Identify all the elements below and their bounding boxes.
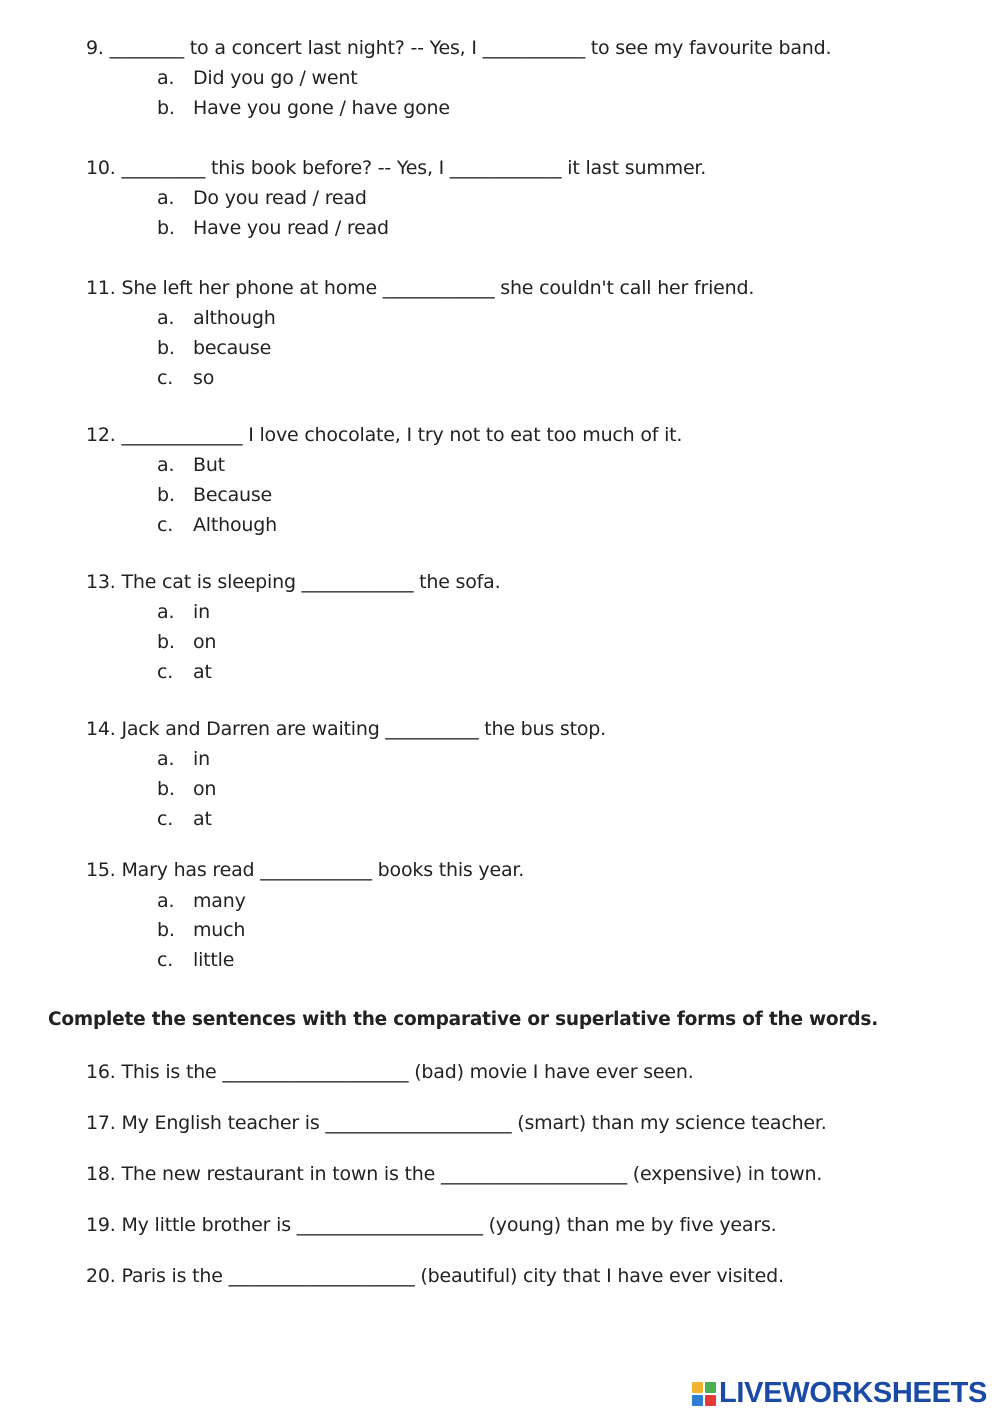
logo-square [692,1382,703,1393]
logo-text: LIVEWORKSHEETS [719,1377,988,1409]
sentence-18[interactable]: 18. The new restaurant in town is the ____________________ (expensive) in town. [86,1163,823,1185]
option-letter: b. [157,919,175,941]
option-letter: b. [157,337,175,359]
question-9: 9. ________ to a concert last night? -- Yes, I ___________ to see my favourite band. [86,37,832,59]
option-12a[interactable] [157,453,225,477]
option-text: in [193,601,210,623]
option-11c[interactable] [157,366,214,390]
logo-square [705,1382,716,1393]
option-letter: c. [157,949,174,971]
question-15: 15. Mary has read ____________ books this year. [86,859,525,881]
question-11: 11. She left her phone at home ____________ she couldn't call her friend. [86,277,755,299]
option-11b[interactable] [157,336,271,360]
option-letter: a. [157,748,175,770]
option-letter: b. [157,217,175,239]
option-14a[interactable] [157,747,210,771]
option-letter: b. [157,97,175,119]
option-13a[interactable] [157,600,210,624]
question-13: 13. The cat is sleeping ____________ the sofa. [86,571,501,593]
question-10: 10. _________ this book before? -- Yes, I ____________ it last summer. [86,157,707,179]
option-text: But [193,454,225,476]
option-14c[interactable] [157,807,212,831]
sentence-17[interactable]: 17. My English teacher is ____________________ (smart) than my science teacher. [86,1112,827,1134]
option-text: on [193,631,217,653]
logo-square [692,1395,703,1406]
option-15c[interactable] [157,948,234,972]
option-12c[interactable] [157,513,277,537]
option-text: Do you read / read [193,187,367,209]
option-text: Have you gone / have gone [193,97,450,119]
option-text: Although [193,514,277,536]
option-letter: b. [157,631,175,653]
option-text: on [193,778,217,800]
sentence-19[interactable]: 19. My little brother is ____________________ (young) than me by five years. [86,1214,777,1236]
option-14b[interactable] [157,777,216,801]
option-text: little [193,949,235,971]
option-text: Because [193,484,273,506]
option-9a[interactable] [157,66,357,90]
option-15a[interactable] [157,889,246,913]
option-letter: c. [157,661,174,683]
section-heading: Complete the sentences with the comparative or superlative forms of the words. [48,1009,879,1030]
option-text: Have you read / read [193,217,389,239]
question-14: 14. Jack and Darren are waiting __________ the bus stop. [86,718,606,740]
option-letter: a. [157,601,175,623]
option-text: at [193,808,212,830]
option-letter: a. [157,187,175,209]
sentence-16[interactable]: 16. This is the ____________________ (bad) movie I have ever seen. [86,1061,694,1083]
liveworksheets-logo [692,1377,987,1410]
sentence-20[interactable]: 20. Paris is the ____________________ (beautiful) city that I have ever visited. [86,1265,784,1287]
option-letter: a. [157,454,175,476]
option-text: because [193,337,272,359]
logo-square [705,1395,716,1406]
option-10b[interactable] [157,216,389,240]
option-letter: a. [157,890,175,912]
option-15b[interactable] [157,918,245,942]
option-text: so [193,367,215,389]
option-letter: c. [157,367,174,389]
option-text: at [193,661,212,683]
option-9b[interactable] [157,96,450,120]
option-11a[interactable] [157,306,276,330]
option-text: in [193,748,210,770]
option-text: although [193,307,276,329]
option-letter: b. [157,778,175,800]
option-text: Did you go / went [193,67,358,89]
option-letter: b. [157,484,175,506]
option-letter: a. [157,67,175,89]
option-13b[interactable] [157,630,216,654]
question-12: 12. _____________ I love chocolate, I try not to eat too much of it. [86,424,683,446]
option-letter: c. [157,514,174,536]
option-12b[interactable] [157,483,272,507]
option-letter: c. [157,808,174,830]
option-text: much [193,919,246,941]
option-letter: a. [157,307,175,329]
logo-mark-icon [692,1382,716,1406]
option-10a[interactable] [157,186,367,210]
option-text: many [193,890,246,912]
option-13c[interactable] [157,660,212,684]
